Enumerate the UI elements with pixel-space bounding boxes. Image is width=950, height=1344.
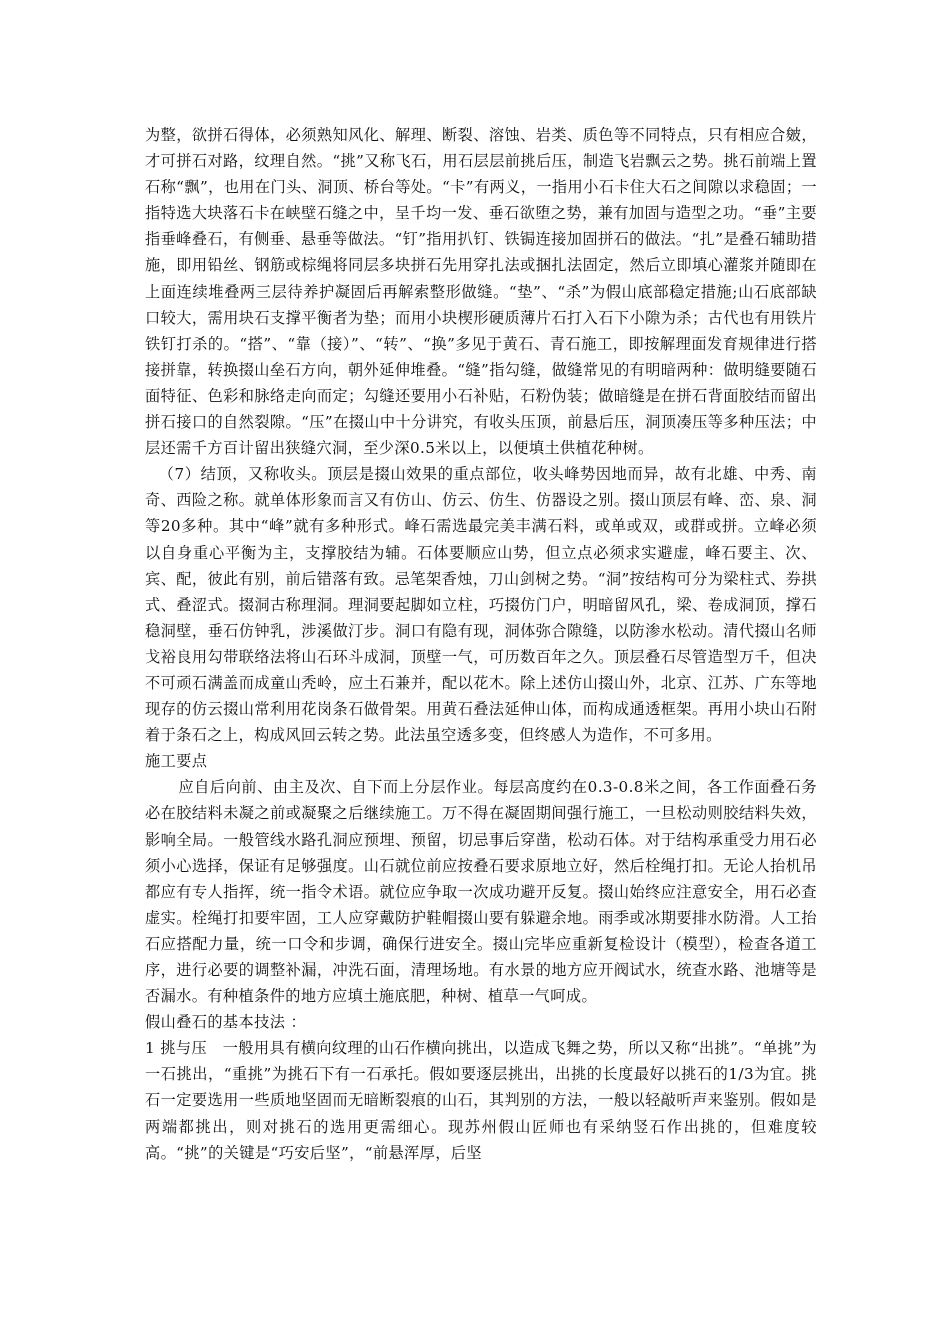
paragraph-stone-techniques: 为整，欲拼石得体，必须熟知风化、解理、断裂、溶蚀、岩类、质色等不同特点，只有相应合皴，才可拼石对路，纹理自然。“挑”又称飞石，用石层层前挑后压，制造飞岩飘云之势。挑石前端上置石称“飘”，也用在门头、洞顶、桥台等处。“卡”有两义，一指用小石卡住大石之间隙以求稳固；一指特选大块落石卡在峡壁石缝之中，呈千均一发、垂石欲堕之势，兼有加固与造型之功。“垂”主要指垂峰叠石，有侧垂、悬垂等做法。“钉”指用扒钉、铁锔连接加固拼石的做法。“扎”是叠石辅助措施，即用铅丝、钢筋或棕绳将同层多块拼石先用穿扎法或捆扎法固定，然后立即填心灌浆并随即在上面连续堆叠两三层待养护凝固后再解索整形做缝。“垫”、“杀”为假山底部稳定措施;山石底部缺口较大，需用块石支撑平衡者为垫；而用小块楔形硬质薄片石打入石下小隙为杀；古代也有用铁片铁钉打杀的。“搭”、“靠（接）”、“转”、“换”多见于黄石、青石施工，即按解理面发育规律进行搭接拼靠，转换掇山垒石方向，朝外延伸堆叠。“缝”指勾缝，做缝常见的有明暗两种：做明缝要随石面特征、色彩和脉络走向而定；勾缝还要用小石补贴，石粉伪装；做暗缝是在拼石背面胶结而留出拼石接口的自然裂隙。“压”在掇山中十分讲究，有收头压顶，前悬后压，洞顶凑压等多种压法；中层还需千方百计留出狭缝穴洞，至少深0.5米以上，以便填土供植花种树。 [145,126,817,458]
heading-basic-techniques: 假山叠石的基本技法 ： [145,1013,307,1032]
paragraph-construction-points: 应自后向前、由主及次、自下而上分层作业。每层高度约在0.3-0.8米之间，各工作面叠石务必在胶结料未凝之前或凝聚之后继续施工。万不得在凝固期间强行施工，一旦松动则胶结料失效，影响全局。一般管线水路孔洞应预埋、预留，切忌事后穿凿，松动石体。对于结构承重受力用石必须小心选择，保证有足够强度。山石就位前应按叠石要求原地立好，然后栓绳打扣。无论人抬机吊都应有专人指挥，统一指令术语。就位应争取一次成功避开反复。掇山始终应注意安全，用石必查虚实。栓绳打扣要牢固，工人应穿戴防护鞋帽掇山要有躲避余地。雨季或冰期要排水防滑。人工抬石应搭配力量，统一口令和步调，确保行进安全。掇山完毕应重新复检设计（模型），检查各道工序，进行必要的调整补漏，冲洗石面，清理场地。有水景的地方应开阀试水，统查水路、池塘等是否漏水。有种植条件的地方应填土施底肥，种树、植草一气呵成。 [145,778,817,1006]
heading-construction-points: 施工要点 [145,752,208,771]
paragraph-summit: （7）结顶，又称收头。顶层是掇山效果的重点部位，收头峰势因地而异，故有北雄、中秀、南奇、西险之称。就单体形象而言又有仿山、仿云、仿生、仿器设之别。掇山顶层有峰、峦、泉、洞等20多种。其中“峰”就有多种形式。峰石需选最完美丰满石料，或单或双，或群或拼。立峰必须以自身重心平衡为主，支撑胶结为辅。石体要顺应山势，但立点必须求实避虚，峰石要主、次、宾、配，彼此有别，前后错落有致。忌笔架香烛，刀山剑树之势。“洞”按结构可分为梁柱式、券拱式、叠涩式。掇洞古称理洞。理洞要起脚如立柱，巧掇仿门户，明暗留风孔，梁、卷成洞顶，撑石稳洞壁，垂石仿钟乳，涉溪做汀步。洞口有隐有现，洞体弥合隙缝，以防渗水松动。清代掇山名师戈裕良用勾带联络法将山石环斗成洞，顶壁一气，可历数百年之久。顶层叠石尽管造型万千，但决不可顽石满盖而成童山秃岭，应土石兼并，配以花木。除上述仿山掇山外，北京、江苏、广东等地现存的仿云掇山常利用花岗条石做骨架。用黄石叠法延伸山体，而构成通透框架。再用小块山石附着于条石之上，构成风回云转之势。此法虽空透多变，但终感人为造作，不可多用。 [145,465,817,745]
document-body [145,122,817,1166]
paragraph-cantilever-and-press: 1 挑与压 一般用具有横向纹理的山石作横向挑出，以造成飞舞之势，所以又称“出挑”。“单挑”为一石挑出，“重挑”为挑石下有一石承托。假如要逐层挑出，出挑的长度最好以挑石的1/3为宜。挑石一定要选用一些质地坚固而无暗断裂痕的山石，其判别的方法，一般以轻敲听声来鉴别。假如是两端都挑出，则对挑石的选用更需细心。现苏州假山匠师也有采纳竖石作出挑的，但难度较高。“挑”的关键是“巧安后坚”，“前悬浑厚，后坚 [145,1039,817,1162]
